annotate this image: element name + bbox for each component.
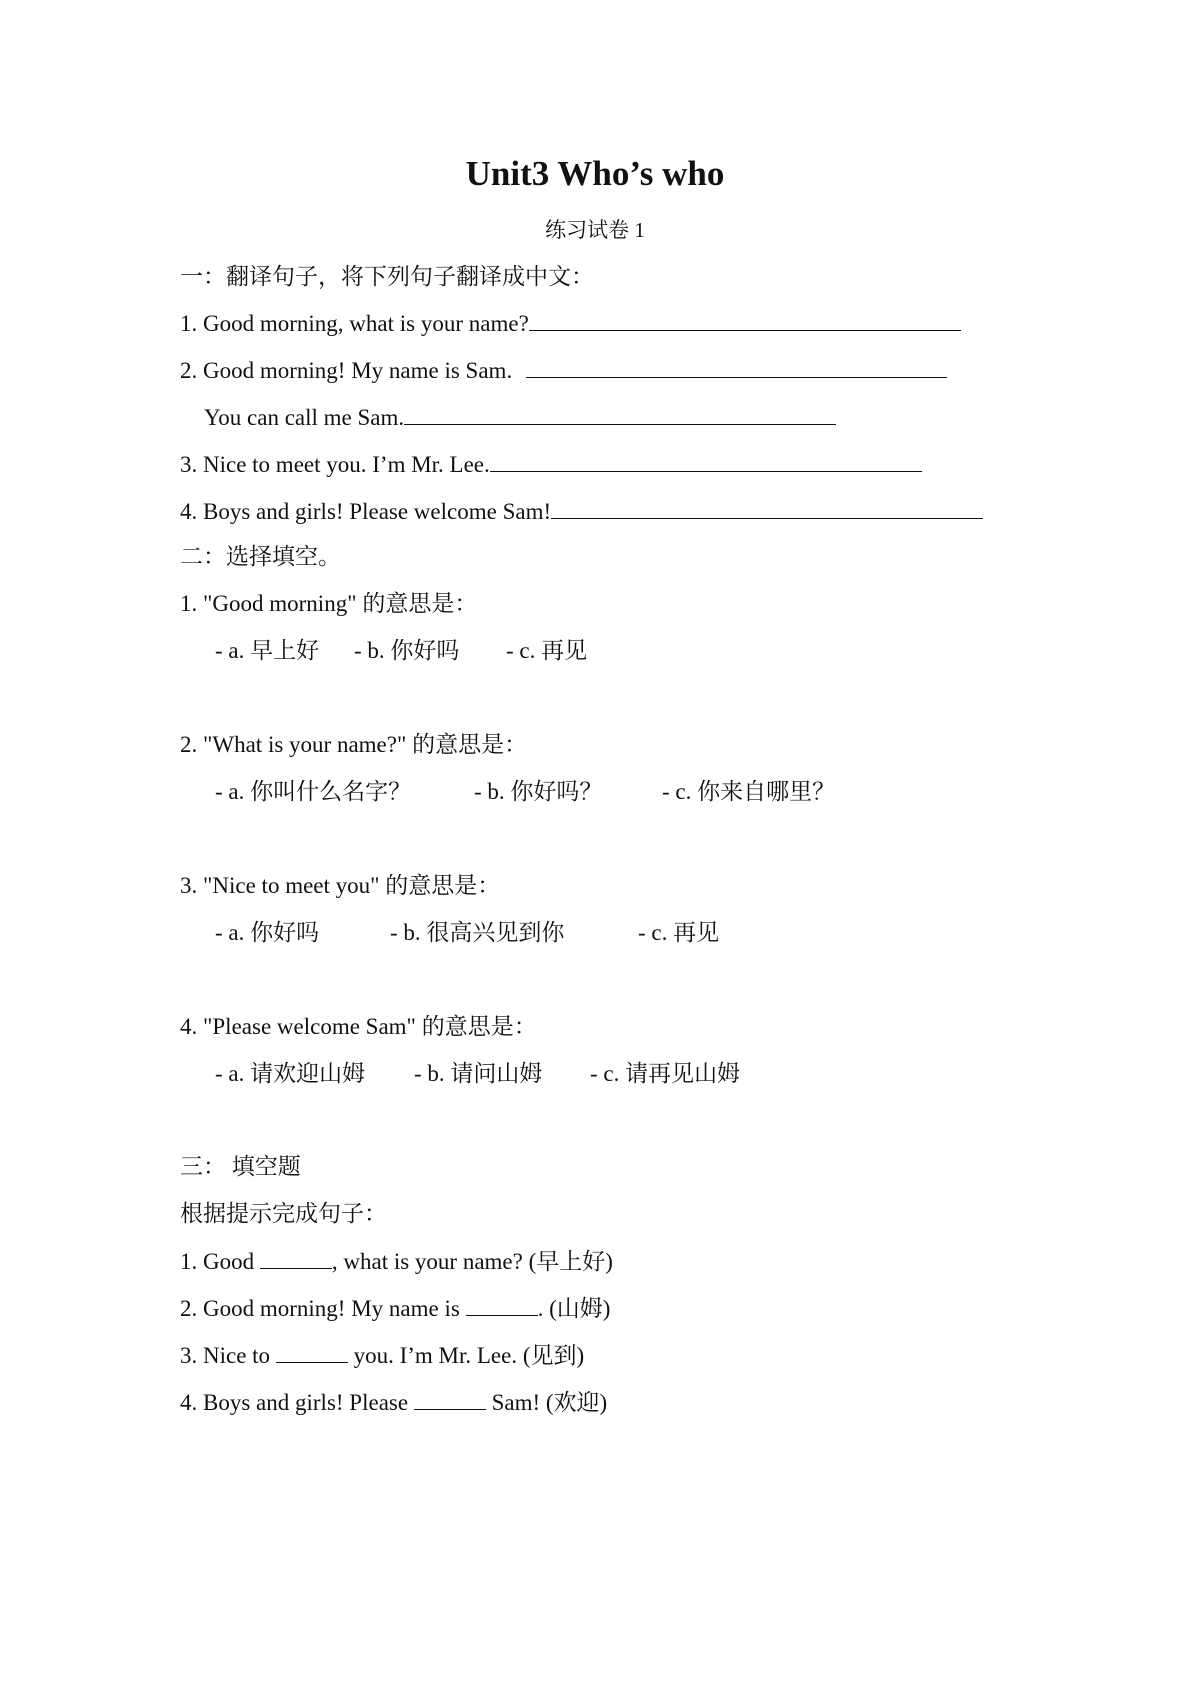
choice-option-c[interactable]: - c. 再见 [506, 638, 588, 663]
translate-item-text: 1. Good morning, what is your name? [180, 311, 529, 336]
answer-blank[interactable] [529, 308, 961, 331]
section2-heading: 二：选择填空。 [180, 544, 341, 569]
fill-item-1 [180, 1246, 613, 1277]
choice-option-b[interactable]: - b. 请问山姆 [414, 1061, 543, 1086]
choice-option-c[interactable]: - c. 再见 [638, 920, 720, 945]
choice-option-a[interactable]: - a. 早上好 [215, 638, 320, 663]
choice-option-a[interactable]: - a. 你好吗 [215, 920, 320, 945]
translate-item-3 [180, 449, 922, 480]
choice-question-2: 2. "What is your name?" 的意思是： [180, 732, 528, 757]
answer-blank[interactable] [551, 496, 983, 519]
fill-item-text-before: 4. Boys and girls! Please [180, 1390, 414, 1415]
fill-item-text-after: , what is your name? (早上好) [331, 1249, 613, 1274]
choice-option-b[interactable]: - b. 你好吗 [354, 638, 460, 663]
choice-option-a[interactable]: - a. 请欢迎山姆 [215, 1061, 366, 1086]
choice-question-3: 3. "Nice to meet you" 的意思是： [180, 873, 501, 898]
fill-item-4 [180, 1387, 607, 1418]
choice-question-4: 4. "Please welcome Sam" 的意思是： [180, 1014, 537, 1039]
fill-blank[interactable] [276, 1340, 348, 1363]
section1-heading: 一：翻译句子，将下列句子翻译成中文： [180, 264, 594, 289]
fill-blank[interactable] [466, 1293, 538, 1316]
translate-item-text: 3. Nice to meet you. I’m Mr. Lee. [180, 452, 490, 477]
choice-option-b[interactable]: - b. 很高兴见到你 [390, 920, 565, 945]
choice-option-c[interactable]: - c. 请再见山姆 [590, 1061, 741, 1086]
fill-item-text-after: Sam! (欢迎) [485, 1390, 608, 1415]
translate-item-2 [180, 355, 947, 386]
translate-item-4 [180, 496, 983, 527]
translate-item-text: You can call me Sam. [204, 405, 405, 430]
fill-item-text-before: 3. Nice to [180, 1343, 276, 1368]
translate-item-text: 4. Boys and girls! Please welcome Sam! [180, 499, 552, 524]
translate-item-1 [180, 308, 961, 339]
fill-item-text-before: 1. Good [180, 1249, 260, 1274]
fill-item-text-after: . (山姆) [537, 1296, 611, 1321]
fill-blank[interactable] [260, 1246, 332, 1269]
fill-item-text-after: you. I’m Mr. Lee. (见到) [347, 1343, 585, 1368]
section3-instruction: 根据提示完成句子： [180, 1201, 387, 1226]
choice-option-c[interactable]: - c. 你来自哪里？ [662, 779, 836, 804]
choice-option-b[interactable]: - b. 你好吗？ [474, 779, 603, 804]
fill-item-2 [180, 1293, 610, 1324]
fill-item-3 [180, 1340, 584, 1371]
choice-question-1: 1. "Good morning" 的意思是： [180, 591, 478, 616]
page-title: Unit3 Who’s who [465, 154, 725, 193]
answer-blank[interactable] [526, 355, 947, 378]
choice-option-a[interactable]: - a. 你叫什么名字？ [215, 779, 412, 804]
translate-item-text: 2. Good morning! My name is Sam. [180, 358, 513, 383]
answer-blank[interactable] [490, 449, 922, 472]
translate-item-2b [204, 402, 836, 433]
page-subtitle: 练习试卷 1 [545, 218, 645, 242]
answer-blank[interactable] [404, 402, 836, 425]
fill-blank[interactable] [414, 1387, 486, 1410]
fill-item-text-before: 2. Good morning! My name is [180, 1296, 466, 1321]
section3-heading: 三： 填空题 [180, 1154, 301, 1179]
